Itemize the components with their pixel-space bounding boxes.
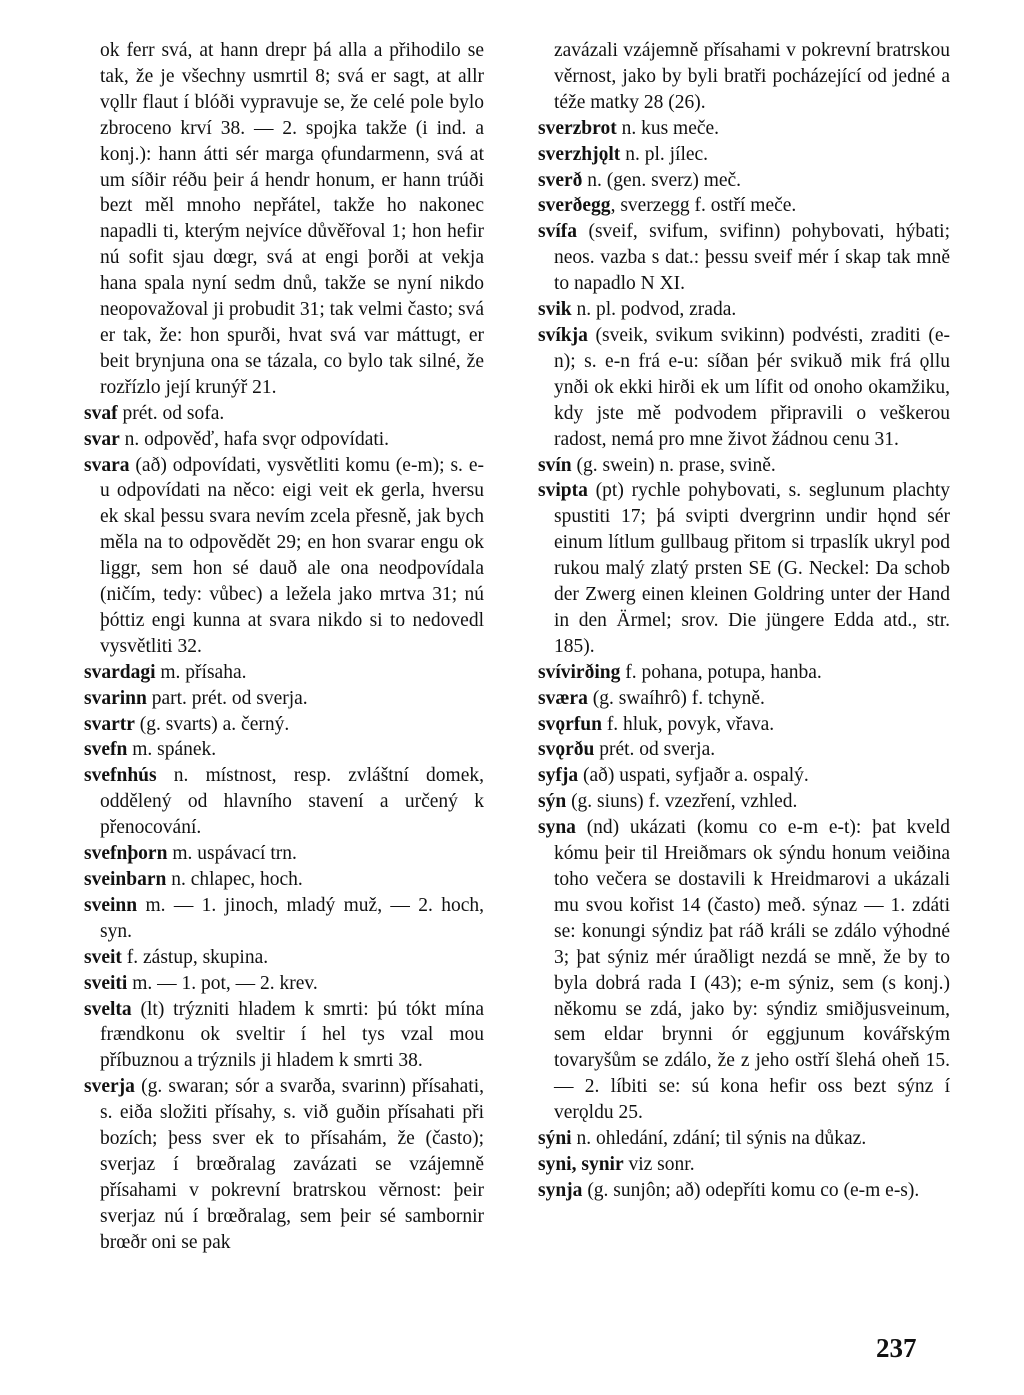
dictionary-entry xyxy=(84,453,484,660)
dictionary-entry xyxy=(538,737,950,763)
dictionary-entry xyxy=(538,38,950,116)
dictionary-entry xyxy=(84,401,484,427)
entry-text: n. místnost, resp. zvláštní domek, oddělený od hlavního stavení a určený k přenocování. xyxy=(100,765,484,839)
headword: svívirðing xyxy=(538,661,621,683)
headword: svelta xyxy=(84,998,132,1020)
dictionary-entry xyxy=(84,841,484,867)
dictionary-entry xyxy=(538,686,950,712)
headword: svipta xyxy=(538,480,588,502)
entry-text: , sverzegg f. ostří meče. xyxy=(610,195,797,217)
dictionary-entry xyxy=(538,168,950,194)
headword: svǫrðu xyxy=(538,739,595,761)
headword: svik xyxy=(538,299,572,321)
dictionary-entry xyxy=(84,660,484,686)
dictionary-entry xyxy=(538,712,950,738)
entry-text: (sveif, svifum, svifinn) pohybovati, hýbati; neos. vazba s dat.: þessu sveif mér í skap tak mně to napadlo N XI. xyxy=(554,221,950,295)
dictionary-entry xyxy=(84,737,484,763)
dictionary-entry xyxy=(538,297,950,323)
headword: svaf xyxy=(84,402,118,424)
dictionary-entry xyxy=(84,867,484,893)
headword: sveiti xyxy=(84,972,128,994)
dictionary-entry xyxy=(538,763,950,789)
dictionary-entry xyxy=(538,219,950,297)
headword: sverð xyxy=(538,169,583,191)
left-column xyxy=(84,38,484,1256)
headword: svar xyxy=(84,428,120,450)
headword: synja xyxy=(538,1179,583,1201)
entry-text: m. přísaha. xyxy=(155,661,247,683)
entry-text: f. hluk, povyk, vřava. xyxy=(601,713,775,735)
entry-text: n. chlapec, hoch. xyxy=(166,869,303,890)
entry-text: (g. siuns) f. vzezření, vzhled. xyxy=(566,791,798,813)
dictionary-entry xyxy=(538,1152,950,1178)
entry-text: (g. sunjôn; að) odepříti komu co (e-m e-s). xyxy=(582,1179,920,1201)
headword: sýn xyxy=(538,791,567,813)
headword: svefnhús xyxy=(84,765,157,787)
entry-text: f. zástup, skupina. xyxy=(121,946,269,968)
entry-text: prét. od sofa. xyxy=(117,402,225,424)
headword: syni, synir xyxy=(538,1153,624,1175)
dictionary-entry xyxy=(84,945,484,971)
entry-text: (g. swaran; sór a svarða, svarinn) přísahati, s. eiða složiti přísahy, s. við guðin přísahati při bozích; þess sver ek to přísahám, že (často); sverjaz í brœðralag zavázati se vzájemně přísahami v pokrevní bratrskou věrnost: þeir sverjaz nú í brœðralag, sem þeir sé sambornir brœðr oni se pak xyxy=(100,1076,484,1253)
entry-text: m. uspávací trn. xyxy=(167,843,297,865)
headword: sverja xyxy=(84,1076,135,1098)
entry-text: (pt) rychle pohybovati, s. seglunum plachty spustiti 17; þá svipti dvergrinn undir hǫnd sér einum lítlum gullbaug přitom si trpaslík ukryl pod rukou malý zlatý prsten SE (G. Neckel: Da schob der Zwerg einen kleinen Goldring unter der Hand in den Ärmel; srov. Die jüngere Edda atd., str. 185). xyxy=(554,480,950,657)
dictionary-entry xyxy=(538,789,950,815)
dictionary-entry xyxy=(538,478,950,659)
entry-text: n. ohledání, zdání; til sýnis na důkaz. xyxy=(571,1128,867,1150)
entry-text: m. — 1. jinoch, mladý muž, — 2. hoch, syn. xyxy=(100,894,484,942)
headword: sværa xyxy=(538,687,588,709)
dictionary-entry xyxy=(84,971,484,997)
headword: sverzhjǫlt xyxy=(538,143,621,165)
headword: svífa xyxy=(538,221,577,243)
headword: svǫrfun xyxy=(538,713,602,735)
entry-text: (nd) ukázati (komu co e-m e-t): þat kveld kómu þeir til Hreiðmars ok sýndu honum veiðina toho večera se dostavili k Hreidmarovi a ukázali mu svou kořist 14 (často) með. sýnaz — 1. zdáti se: konungi sýndiz þat ráð králi se zdálo výhodné 3; þat sýniz mér úraðligt nezdá se mně, že by to byla dobrá rada I (43); e-m sýniz, sem (s konj.) někomu se zdá, jako by: sýndiz smiðjusveinum, sem eldar brynni ór eggjunum kovářským tovaryšům se zdálo, že z jeho ostří šlehá oheň 15. — 2. líbiti se: sú kona hefir oss bezt sýnz í verǫldu 25. xyxy=(554,817,950,1124)
entry-text: (sveik, svikum svikinn) podvésti, zraditi (e-n); s. e-n frá e-u: síðan þér svikuð mik frá ǫllu ynði ok ekki hirði ek um lífit od onoho okamžiku, kdy jste mě podvodem připravili o veškerou radost, nemá pro mne život žádnou cenu 31. xyxy=(554,324,950,450)
entry-text: m. — 1. pot, — 2. krev. xyxy=(127,972,318,994)
headword: svefn xyxy=(84,739,128,761)
dictionary-entry xyxy=(538,116,950,142)
dictionary-entry xyxy=(538,193,950,219)
dictionary-entry xyxy=(84,686,484,712)
dictionary-entry xyxy=(538,142,950,168)
entry-text: (g. svarts) a. černý. xyxy=(134,713,290,735)
headword: sveinn xyxy=(84,894,138,916)
dictionary-entry xyxy=(538,815,950,1126)
headword: sverzbrot xyxy=(538,117,617,139)
entry-text: n. pl. jílec. xyxy=(620,143,709,165)
right-column xyxy=(538,38,950,1204)
headword: sveinbarn xyxy=(84,869,167,890)
headword: svefnþorn xyxy=(84,843,168,865)
entry-text: part. prét. od sverja. xyxy=(146,687,308,709)
entry-text: (g. swein) n. prase, svině. xyxy=(571,454,776,476)
entry-text: (lt) trýzniti hladem k smrti: þú tókt mína frændkonu ok sveltir í hel tys vzal mou příbuznou a trýznils ji hladem k smrti 38. xyxy=(100,998,484,1072)
dictionary-entry xyxy=(84,997,484,1075)
headword: svín xyxy=(538,454,572,476)
entry-text: n. (gen. sverz) meč. xyxy=(582,169,742,191)
headword: svardagi xyxy=(84,661,156,683)
dictionary-entry xyxy=(538,453,950,479)
dictionary-entry xyxy=(538,1178,950,1204)
entry-text: prét. od sverja. xyxy=(594,739,716,761)
headword: sverðegg xyxy=(538,195,611,217)
dictionary-entry xyxy=(538,323,950,453)
dictionary-entry xyxy=(538,1126,950,1152)
entry-text: m. spánek. xyxy=(127,739,217,761)
entry-text: n. odpověď, hafa svǫr odpovídati. xyxy=(119,428,390,450)
headword: svara xyxy=(84,454,130,476)
entry-text: f. pohana, potupa, hanba. xyxy=(620,661,822,683)
entry-text: n. kus meče. xyxy=(616,117,720,139)
entry-text: n. pl. podvod, zrada. xyxy=(571,299,737,321)
headword: sveit xyxy=(84,946,122,968)
headword: syna xyxy=(538,817,576,839)
entry-text: zavázali vzájemně přísahami v pokrevní bratrskou věrnost, jako by byli bratři pocházející od jedné a téže matky 28 (26). xyxy=(554,40,950,113)
dictionary-entry xyxy=(84,893,484,945)
headword: svarinn xyxy=(84,687,147,709)
headword: svíkja xyxy=(538,324,588,346)
entry-text: (g. swaíhrô) f. tchyně. xyxy=(587,687,765,709)
dictionary-entry xyxy=(84,1074,484,1255)
entry-text: (að) uspati, syfjaðr a. ospalý. xyxy=(578,765,809,787)
page-number: 237 xyxy=(876,1333,917,1363)
dictionary-entry xyxy=(84,763,484,841)
headword: sýni xyxy=(538,1128,572,1150)
dictionary-entry xyxy=(84,38,484,401)
entry-text: ok ferr svá, at hann drepr þá alla a přihodilo se tak, že je všechny usmrtil 8; svá er sagt, at allr vǫllr flaut í blóði vypravuje se, že celé pole bylo zbroceno krví 38. — 2. spojka takže (i ind. a konj.): hann átti sér marga ǫfundarmenn, svá at um síðir réðu þeir á hendr honum, er hann trúði bezt měl mnoho nepřátel, takže ho nakonec napadli ti, kterým nejvíce důvěřoval 1; hon hefir nú sofit sjau dœgr, svá at engi þorði at vekja hana spala nyní sedm dnů, takže se nyní nikdo neopovažoval ji probudit 31; tak velmi často; svá er tak, že: hon spurði, hvat svá var máttugt, er beit brynjuna ona se tázala, co bylo tak silné, že rozřízlo její krunýř 21. xyxy=(100,40,484,398)
dictionary-entry xyxy=(84,712,484,738)
dictionary-entry xyxy=(538,660,950,686)
headword: syfja xyxy=(538,765,579,787)
dictionary-entry xyxy=(84,427,484,453)
entry-text: viz sonr. xyxy=(623,1153,695,1175)
entry-text: (að) odpovídati, vysvětliti komu (e-m); s. e-u odpovídati na něco: eigi veit ek gerla, hversu ek skal þessu svara nevím zcela přesně, jak bych měla na to odpovědět 29; en hon svarar engu ok liggr, sem hon sé dauð ale ona neodpovídala (ničím, tedy: vůbec) a ležela jako mrtva 31; nú þóttiz engi kunna at svara nikdo si to nedovedl vysvětliti 32. xyxy=(100,454,484,657)
headword: svartr xyxy=(84,713,135,735)
